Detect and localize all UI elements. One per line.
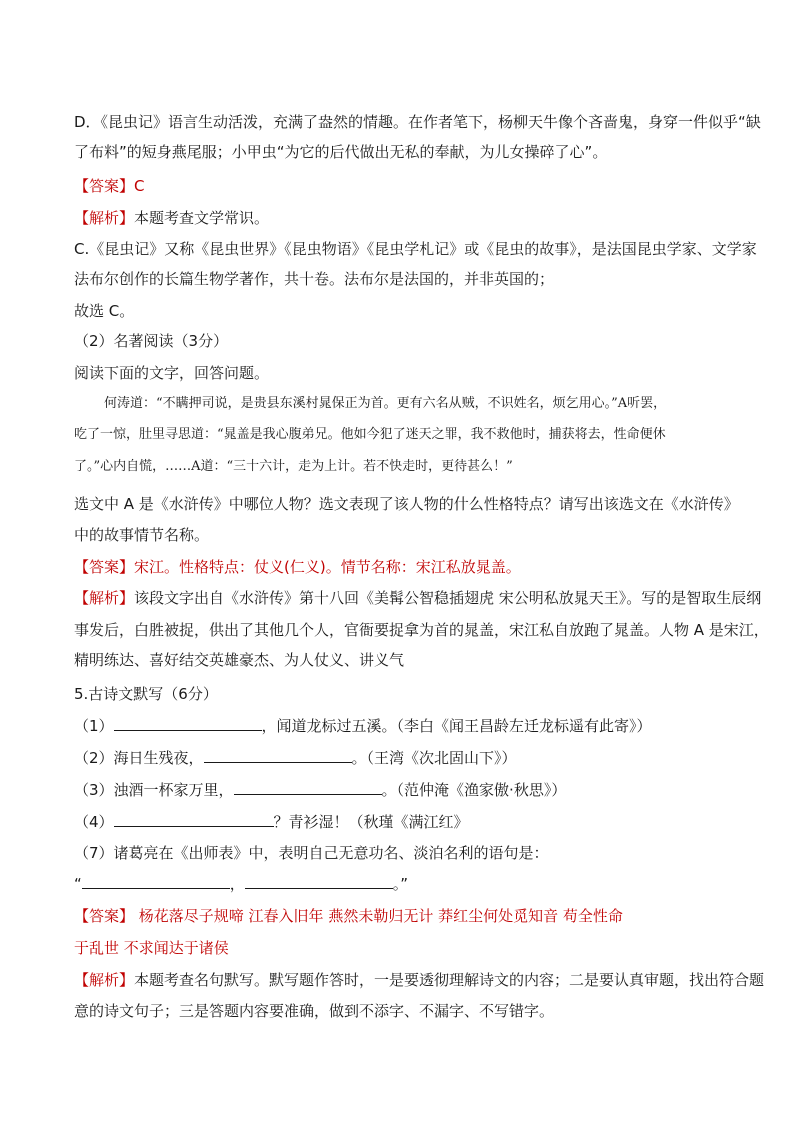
quote-text: 了。”心内自慌，……A道：“三十六计，走为上计。若不快走时，更待甚么！” xyxy=(74,459,513,474)
quote-text: 何涛道：“不瞒押司说，是贵县东溪村晁保正为首。更有六名从贼，不识姓名，烦乞用心。”A听罢， xyxy=(104,396,667,411)
body-text-line xyxy=(74,620,769,640)
explanation-text: 本题考查文学常识。 xyxy=(134,209,270,227)
text: C.《昆虫记》又称《昆虫世界》《昆虫物语》《昆虫学札记》或《昆虫的故事》，是法国昆虫学家、文学家 xyxy=(74,240,757,258)
text: （2）名著阅读（3分） xyxy=(74,332,229,350)
body-text-line xyxy=(74,650,404,670)
prompt-before: （4） xyxy=(74,813,114,831)
prompt-after: ？青衫湿！（秋瑾《满江红》 xyxy=(273,813,469,831)
body-text-line xyxy=(74,112,761,132)
answer-line-continued xyxy=(74,938,229,958)
text: D．《昆虫记》语言生动活泼，充满了盎然的情趣。在作者笔下，杨柳天牛像个吝啬鬼，身穿一件似乎“缺 xyxy=(74,113,761,131)
answer-label: 【答案】 xyxy=(74,907,135,925)
quoted-passage-line xyxy=(74,457,513,477)
quoted-passage-line xyxy=(74,425,666,445)
text: 事发后，白胜被捉，供出了其他几个人，官衙要捉拿为首的晁盖，宋江私自放跑了晁盖。人物 A 是宋江， xyxy=(74,621,769,639)
close-quote: 。” xyxy=(392,875,409,893)
answer-blank[interactable] xyxy=(204,748,352,763)
fill-in-line xyxy=(74,874,408,894)
explanation-line xyxy=(74,588,761,608)
body-text-line xyxy=(74,363,269,383)
comma: ， xyxy=(229,875,245,893)
explanation-line xyxy=(74,208,269,228)
explanation-line xyxy=(74,970,764,990)
answer-blank[interactable] xyxy=(82,874,230,889)
body-text-line xyxy=(74,269,554,289)
text: （7）诸葛亮在《出师表》中，表明自己无意功名、淡泊名利的语句是： xyxy=(74,844,549,862)
answer-text: 杨花落尽子规啼 江春入旧年 燕然未勒归无计 莽红尘何处觅知音 苟全性命 xyxy=(134,907,623,925)
prompt-after: 。（范仲淹《渔家傲·秋思》） xyxy=(381,781,567,799)
prompt-before: （3）浊酒一杯家万里， xyxy=(74,781,234,799)
answer-label: 【答案】 xyxy=(74,558,135,576)
text: 阅读下面的文字，回答问题。 xyxy=(74,364,270,382)
explanation-label: 【解析】 xyxy=(74,209,135,227)
answer-blank[interactable] xyxy=(245,874,393,889)
answer-label: 【答案】 xyxy=(74,177,135,195)
answer-line xyxy=(74,176,145,196)
quote-text: 吃了一惊，肚里寻思道：“晁盖是我心腹弟兄。他如今犯了迷天之罪，我不救他时，捕获将去，性命便休 xyxy=(74,427,666,442)
text: 法布尔创作的长篇生物学著作，共十卷。法布尔是法国的，并非英国的； xyxy=(74,270,555,288)
prompt-after: 。（王湾《次北固山下》） xyxy=(351,749,517,767)
open-quote: “ xyxy=(74,875,82,893)
answer-blank[interactable] xyxy=(114,812,274,827)
body-text-line xyxy=(74,239,757,259)
answer-line xyxy=(74,906,623,926)
fill-in-line xyxy=(74,716,652,736)
answer-line xyxy=(74,557,521,577)
answer-blank[interactable] xyxy=(234,780,382,795)
text: 选文中 A 是《水浒传》中哪位人物？选文表现了该人物的什么性格特点？请写出该选文在《水浒传》 xyxy=(74,495,739,513)
text: 了布料”的短身燕尾服；小甲虫“为它的后代做出无私的奉献，为儿女操碎了心”。 xyxy=(74,143,608,161)
body-text-line xyxy=(74,494,739,514)
prompt-before: （2）海日生残夜， xyxy=(74,749,204,767)
body-text-line xyxy=(74,142,607,162)
answer-blank[interactable] xyxy=(114,716,262,731)
text: 5.古诗文默写（6分） xyxy=(74,685,218,703)
answer-text: 宋江。性格特点：仗义(仁义)。情节名称：宋江私放晁盖。 xyxy=(134,558,521,576)
answer-text: 于乱世 不求闻达于诸侯 xyxy=(74,939,229,957)
text: 意的诗文句子；三是答题内容要准确，做到不添字、不漏字、不写错字。 xyxy=(74,1002,555,1020)
body-text-line xyxy=(74,684,218,704)
body-text-line xyxy=(74,331,228,351)
prompt-before: （1） xyxy=(74,717,114,735)
prompt-after: ，闻道龙标过五溪。（李白《闻王昌龄左迁龙标遥有此寄》） xyxy=(261,717,652,735)
fill-in-line xyxy=(74,748,517,768)
body-text-line xyxy=(74,1001,554,1021)
body-text-line xyxy=(74,525,209,545)
fill-in-line xyxy=(74,780,566,800)
body-text-line xyxy=(74,843,549,863)
explanation-label: 【解析】 xyxy=(74,589,135,607)
explanation-label: 【解析】 xyxy=(74,971,135,989)
answer-text: C xyxy=(134,177,145,195)
text: 故选 C。 xyxy=(74,302,135,320)
explanation-text: 本题考查名句默写。默写题作答时，一是要透彻理解诗文的内容；二是要认真审题，找出符合题 xyxy=(134,971,765,989)
text: 精明练达、喜好结交英雄豪杰、为人仗义、讲义气 xyxy=(74,651,405,669)
quoted-passage-line xyxy=(104,394,666,414)
explanation-text: 该段文字出自《水浒传》第十八回《美髯公智稳插翅虎 宋公明私放晁天王》。写的是智取生辰纲 xyxy=(134,589,762,607)
body-text-line xyxy=(74,301,134,321)
fill-in-line xyxy=(74,812,469,832)
text: 中的故事情节名称。 xyxy=(74,526,210,544)
